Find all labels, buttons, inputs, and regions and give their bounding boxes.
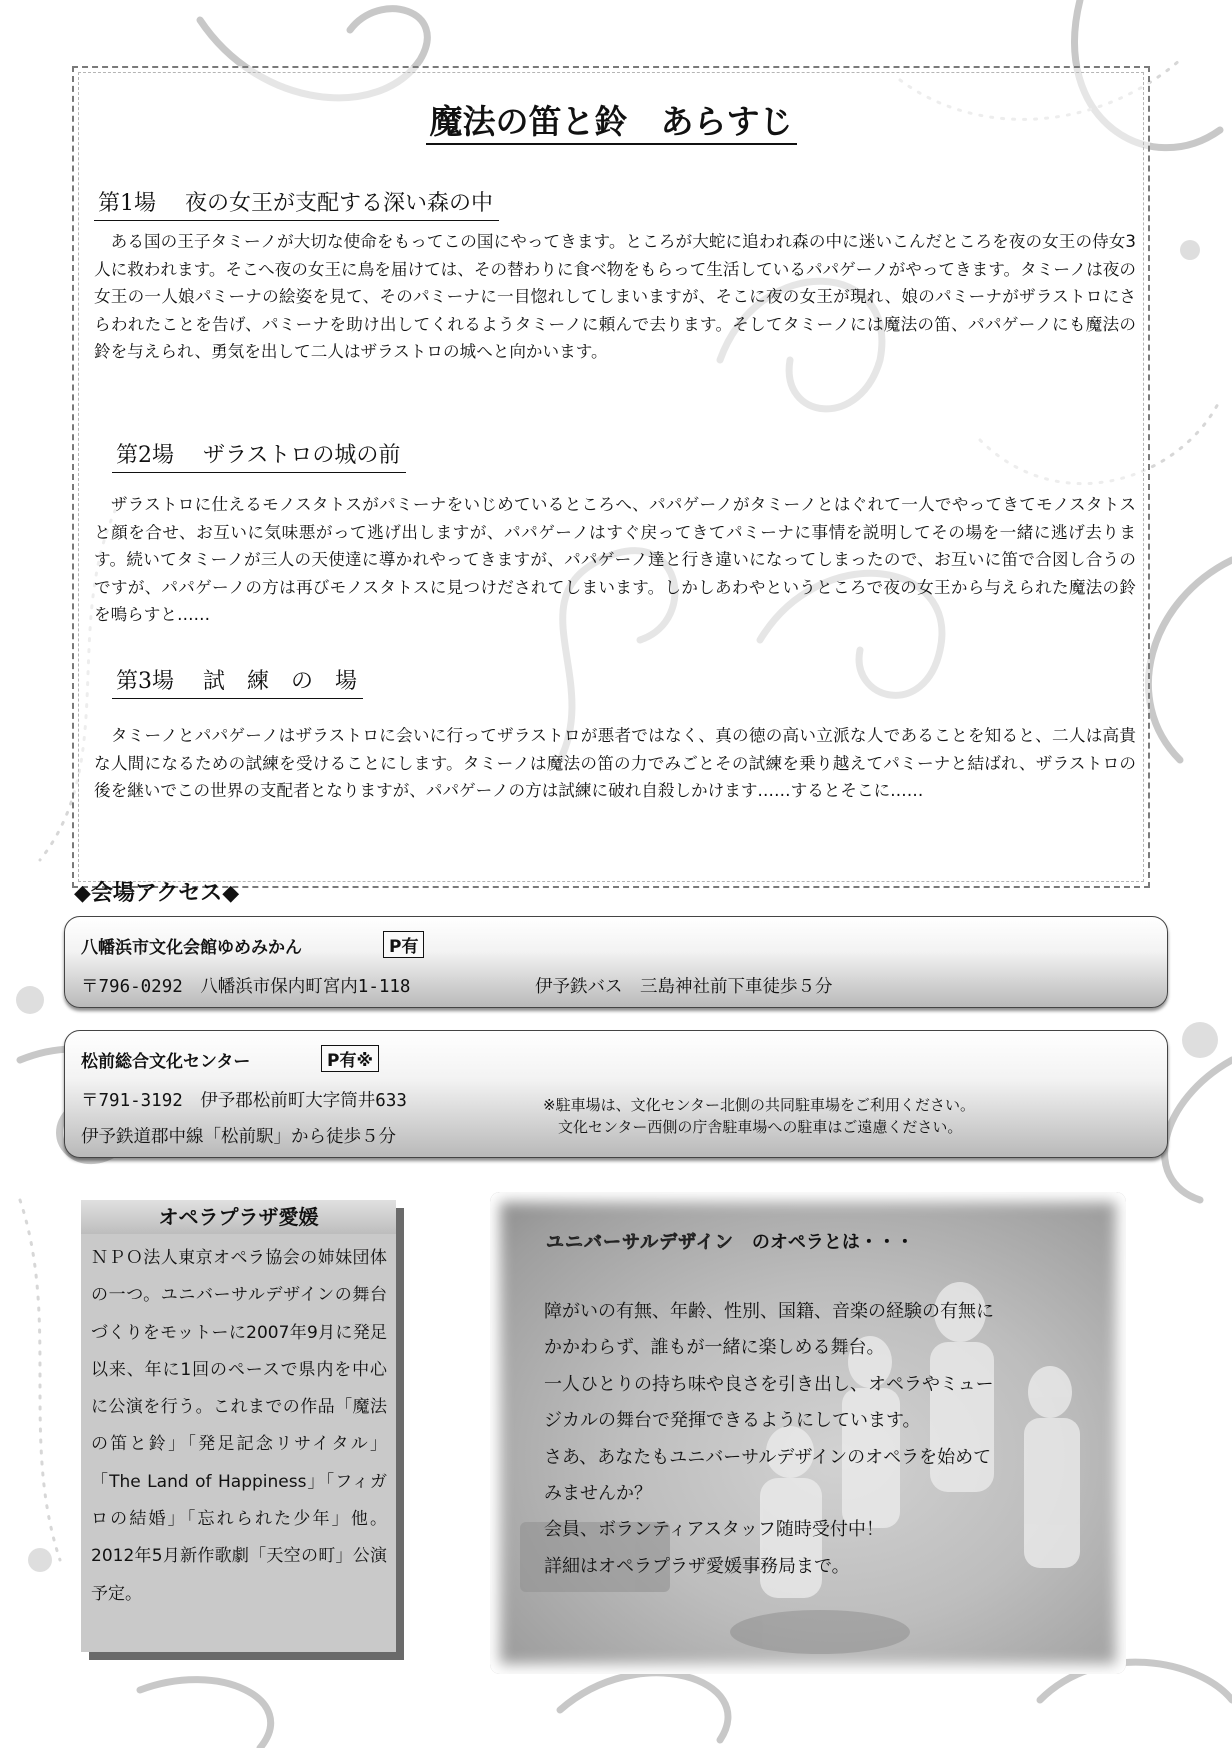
scene-2-heading: 第2場 ザラストロの城の前: [112, 438, 406, 473]
venue-address: 〒796-0292 八幡浜市保内町宮内1-118: [81, 977, 411, 997]
ud-line: ジカルの舞台で発揮できるようにしています。: [544, 1410, 921, 1432]
npo-description: ＮＰＯ法人東京オペラ協会の姉妹団体の一つ。ユニバーサルデザインの舞台づくりをモットーに2007年9月に発足以来、年に1回のペースで県内を中心に公演を行う。これまでの作品「魔法の笛と鈴」「発足記念リサイタル」「The Land of Happiness」「フィガロの結婚」「忘れられた少年」他。2012年5月新作歌劇「天空の町」公演予定。: [91, 1248, 387, 1604]
venue-name: 八幡浜市文化会館ゆめみかん: [81, 938, 302, 958]
scene-1-heading: 第1場 夜の女王が支配する深い森の中: [94, 186, 499, 221]
venue-address: 〒791-3192 伊予郡松前町大字筒井633: [81, 1091, 407, 1111]
venue-name: 松前総合文化センター: [81, 1052, 251, 1072]
ud-line: 会員、ボランティアスタッフ随時受付中！: [544, 1519, 884, 1541]
ud-line: みませんか？: [544, 1483, 652, 1505]
universal-design-panel: [490, 1192, 1126, 1674]
venue-transit: 伊予鉄道郡中線「松前駅」から徒歩５分: [81, 1127, 396, 1147]
ud-line: 障がいの有無、年齢、性別、国籍、音楽の経験の有無に: [544, 1301, 994, 1322]
ud-line: さあ、あなたもユニバーサルデザインのオペラを始めて: [544, 1446, 992, 1468]
parking-badge: P有: [383, 931, 424, 958]
parking-badge: P有※: [321, 1045, 379, 1072]
ud-line: 詳細はオペラプラザ愛媛事務局まで。: [544, 1555, 850, 1577]
npo-info-box: [81, 1200, 396, 1652]
venue-card-masaki: [64, 1030, 1168, 1158]
parking-note-2: 文化センター西側の庁舎駐車場への駐車はご遠慮ください。: [543, 1118, 963, 1136]
npo-title: オペラプラザ愛媛: [81, 1200, 396, 1234]
universal-design-body: [544, 1294, 1104, 1585]
parking-note-1: ※駐車場は、文化センター北側の共同駐車場をご利用ください。: [543, 1096, 975, 1114]
scene-3-heading: 第3場 試 練 の 場: [112, 664, 363, 699]
ud-line: 一人ひとりの持ち味や良さを引き出し、オペラやミュー: [544, 1373, 994, 1395]
access-heading: ◆会場アクセス◆: [74, 881, 240, 906]
synopsis-title: 魔法の笛と鈴 あらすじ: [74, 96, 1148, 143]
scene-1-text: ある国の王子タミーノが大切な使命をもってこの国にやってきます。ところが大蛇に追われ森の中に迷いこんだところを夜の女王の侍女3人に救われます。そこへ夜の女王に鳥を届けては、その替わりに食べ物をもらって生活しているパパゲーノがやってきます。タミーノは夜の女王の一人娘パミーナの絵姿を見て、そのパミーナに一目惚れしてしまいますが、そこに夜の女王が現れ、娘のパミーナがザラストロにさらわれたことを告げ、パミーナを助け出してくれるようタミーノに頼んで去ります。そしてタミーノには魔法の笛、パパゲーノにも魔法の鈴を与えられ、勇気を出して二人はザラストロの城へと向かいます。: [94, 232, 1136, 362]
universal-design-title: ユニバーサルデザイン のオペラとは・・・: [546, 1232, 914, 1253]
venue-card-yawatahama: [64, 916, 1168, 1008]
scene-3-text: タミーノとパパゲーノはザラストロに会いに行ってザラストロが悪者ではなく、真の徳の高い立派な人であることを知ると、二人は高貴な人間になるための試練を受けることにします。タミーノは魔法の笛の力でみごとその試練を乗り越えてパミーナと結ばれ、ザラストロの後を継いでこの世界の支配者となりますが、パパゲーノの方は試練に破れ自殺しかけます……するとそこに……: [94, 726, 1136, 801]
ud-line: かかわらず、誰もが一緒に楽しめる舞台。: [544, 1337, 885, 1359]
scene-2-text: ザラストロに仕えるモノスタトスがパミーナをいじめているところへ、パパゲーノがタミーノとはぐれて一人でやってきてモノスタトスと顔を合せ、お互いに気味悪がって逃げ出しますが、パパゲーノはすぐ戻ってきてパミーナに事情を説明してその場を一緒に逃げ去ります。続いてタミーノが三人の天使達に導かれやってきますが、パパゲーノ達と行き違いになってしまったので、お互いに笛で合図し合うのですが、パパゲーノの方は再びモノスタトスに見つけだされてしまいます。しかしあわやというところで夜の女王から与えられた魔法の鈴を鳴らすと……: [94, 495, 1136, 625]
venue-transit: 伊予鉄バス 三島神社前下車徒歩５分: [535, 977, 833, 997]
